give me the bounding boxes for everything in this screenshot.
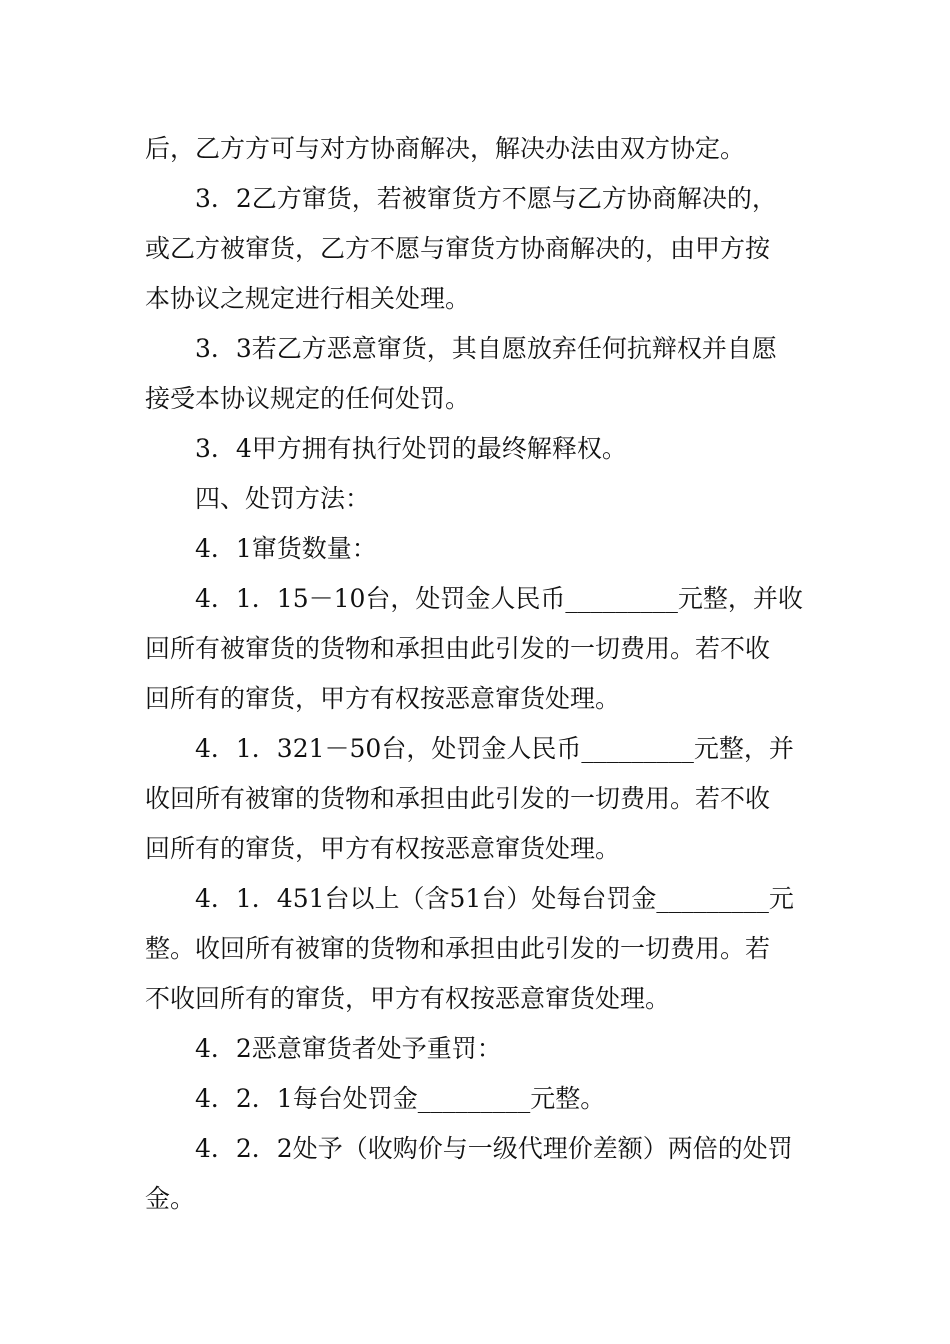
clause-3-4-line: 3．4甲方拥有执行处罚的最终解释权。	[195, 434, 627, 463]
paragraph-line: 收回所有被窜的货物和承担由此引发的一切费用。若不收	[145, 784, 771, 813]
paragraph-line: 回所有的窜货，甲方有权按恶意窜货处理。	[145, 684, 621, 713]
section-heading-4: 四、处罚方法：	[195, 484, 371, 513]
clause-4-2-1-line: 4．2．1每台处罚金_________元整。	[195, 1084, 606, 1113]
paragraph-line: 不收回所有的窜货，甲方有权按恶意窜货处理。	[145, 984, 671, 1013]
clause-4-1-4-line: 4．1．451台以上（含51台）处每台罚金_________元	[195, 884, 794, 913]
paragraph-line: 后，乙方方可与对方协商解决，解决办法由双方协定。	[145, 134, 746, 163]
paragraph-line: 整。收回所有被窜的货物和承担由此引发的一切费用。若	[145, 934, 771, 963]
paragraph-line: 回所有被窜货的货物和承担由此引发的一切费用。若不收	[145, 634, 771, 663]
clause-3-2-line: 3．2乙方窜货，若被窜货方不愿与乙方协商解决的，	[195, 184, 777, 213]
clause-4-1-1-line: 4．1．15－10台，处罚金人民币_________元整，并收	[195, 584, 803, 613]
paragraph-line: 或乙方被窜货，乙方不愿与窜货方协商解决的，由甲方按	[145, 234, 771, 263]
paragraph-line: 金。	[145, 1184, 196, 1213]
paragraph-line: 本协议之规定进行相关处理。	[145, 284, 471, 313]
clause-4-2-2-line: 4．2．2处予（收购价与一级代理价差额）两倍的处罚	[195, 1134, 793, 1163]
paragraph-line: 接受本协议规定的任何处罚。	[145, 384, 471, 413]
clause-4-1-3-line: 4．1．321－50台，处罚金人民币_________元整，并	[195, 734, 794, 763]
clause-3-3-line: 3．3若乙方恶意窜货，其自愿放弃任何抗辩权并自愿	[195, 334, 777, 363]
clause-4-1-line: 4．1窜货数量：	[195, 534, 377, 563]
clause-4-2-line: 4．2恶意窜货者处予重罚：	[195, 1034, 502, 1063]
paragraph-line: 回所有的窜货，甲方有权按恶意窜货处理。	[145, 834, 621, 863]
